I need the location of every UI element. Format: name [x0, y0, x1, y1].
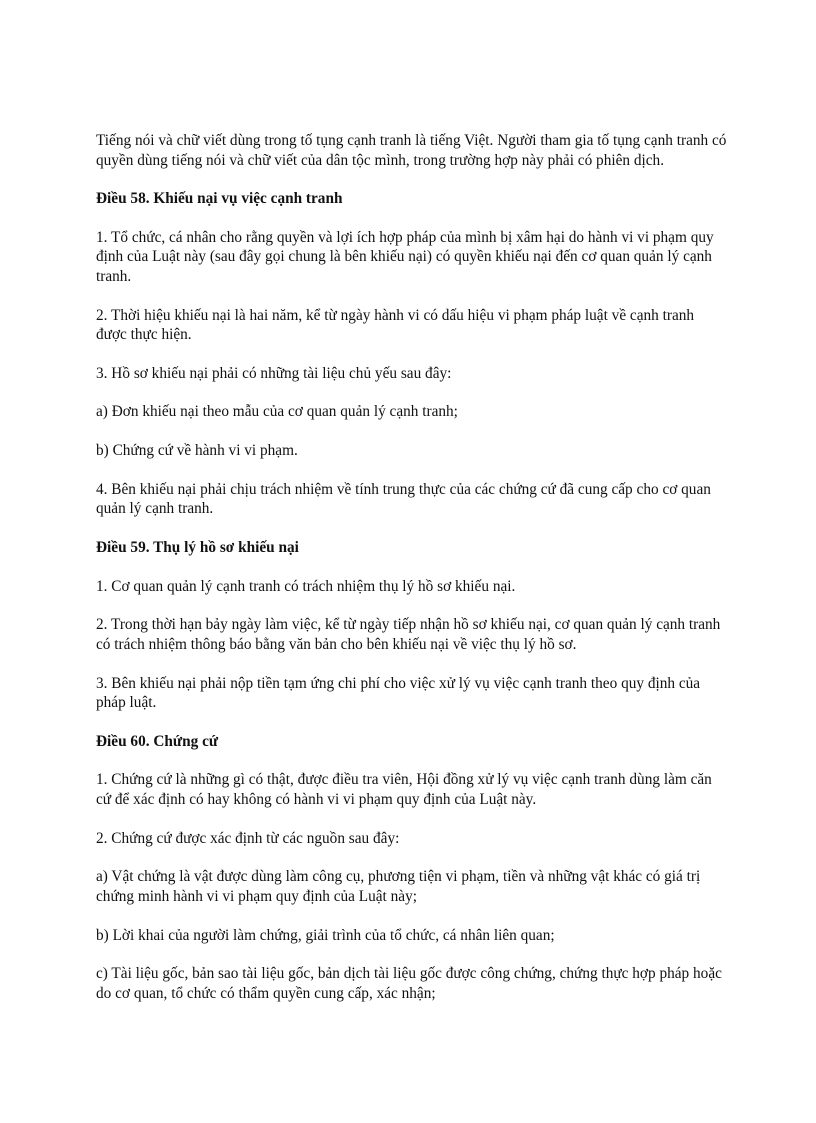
article-60-clause-2b: b) Lời khai của người làm chứng, giải trình của tổ chức, cá nhân liên quan;: [96, 926, 555, 944]
article-60-clause-1: 1. Chứng cứ là những gì có thật, được điều tra viên, Hội đồng xử lý vụ việc cạnh tranh dùng làm căn cứ để xác định có hay không có hành vi vi phạm quy định của Luật này.: [96, 771, 712, 808]
article-59-clause-3: 3. Bên khiếu nại phải nộp tiền tạm ứng chi phí cho việc xử lý vụ việc cạnh tranh theo quy định của pháp luật.: [96, 674, 701, 712]
article-60-heading: Điều 60. Chứng cứ: [96, 732, 219, 750]
document-body: [96, 131, 728, 1022]
article-58-clause-3a: a) Đơn khiếu nại theo mẫu của cơ quan quản lý cạnh tranh;: [96, 403, 458, 421]
article-58-clause-3: 3. Hồ sơ khiếu nại phải có những tài liệu chủ yếu sau đây:: [96, 364, 452, 382]
article-60-clause-2: 2. Chứng cứ được xác định từ các nguồn sau đây:: [96, 829, 400, 847]
intro-paragraph: Tiếng nói và chữ viết dùng trong tố tụng cạnh tranh là tiếng Việt. Người tham gia tố tụng cạnh tranh có quyền dùng tiếng nói và chữ viết của dân tộc mình, trong trường hợp này phải có phiên dịch.: [96, 132, 727, 169]
article-60-clause-2a: a) Vật chứng là vật được dùng làm công cụ, phương tiện vi phạm, tiền và những vật khác có giá trị chứng minh hành vi vi phạm quy định của Luật này;: [96, 868, 701, 905]
article-58-heading: Điều 58. Khiếu nại vụ việc cạnh tranh: [96, 190, 343, 208]
article-59-clause-1: 1. Cơ quan quản lý cạnh tranh có trách nhiệm thụ lý hồ sơ khiếu nại.: [96, 577, 516, 595]
article-58-clause-2: 2. Thời hiệu khiếu nại là hai năm, kể từ ngày hành vi có dấu hiệu vi phạm pháp luật về cạnh tranh được thực hiện.: [96, 306, 695, 344]
article-59-clause-2: 2. Trong thời hạn bảy ngày làm việc, kể từ ngày tiếp nhận hồ sơ khiếu nại, cơ quan quản lý cạnh tranh có trách nhiệm thông báo bằng văn bản cho bên khiếu nại về việc thụ lý hồ sơ.: [96, 616, 721, 653]
article-60-clause-2c: c) Tài liệu gốc, bản sao tài liệu gốc, bản dịch tài liệu gốc được công chứng, chứng thực hợp pháp hoặc do cơ quan, tổ chức có thẩm quyền cung cấp, xác nhận;: [96, 965, 722, 1002]
article-58-clause-3b: b) Chứng cứ về hành vi vi phạm.: [96, 442, 298, 460]
article-58-clause-1: 1. Tổ chức, cá nhân cho rằng quyền và lợi ích hợp pháp của mình bị xâm hại do hành vi vi phạm quy định của Luật này (sau đây gọi chung là bên khiếu nại) có quyền khiếu nại đến cơ quan quản lý cạnh tranh.: [96, 228, 714, 285]
article-58-clause-4: 4. Bên khiếu nại phải chịu trách nhiệm về tính trung thực của các chứng cứ đã cung cấp cho cơ quan quản lý cạnh tranh.: [96, 480, 711, 518]
article-59-heading: Điều 59. Thụ lý hồ sơ khiếu nại: [96, 539, 299, 556]
